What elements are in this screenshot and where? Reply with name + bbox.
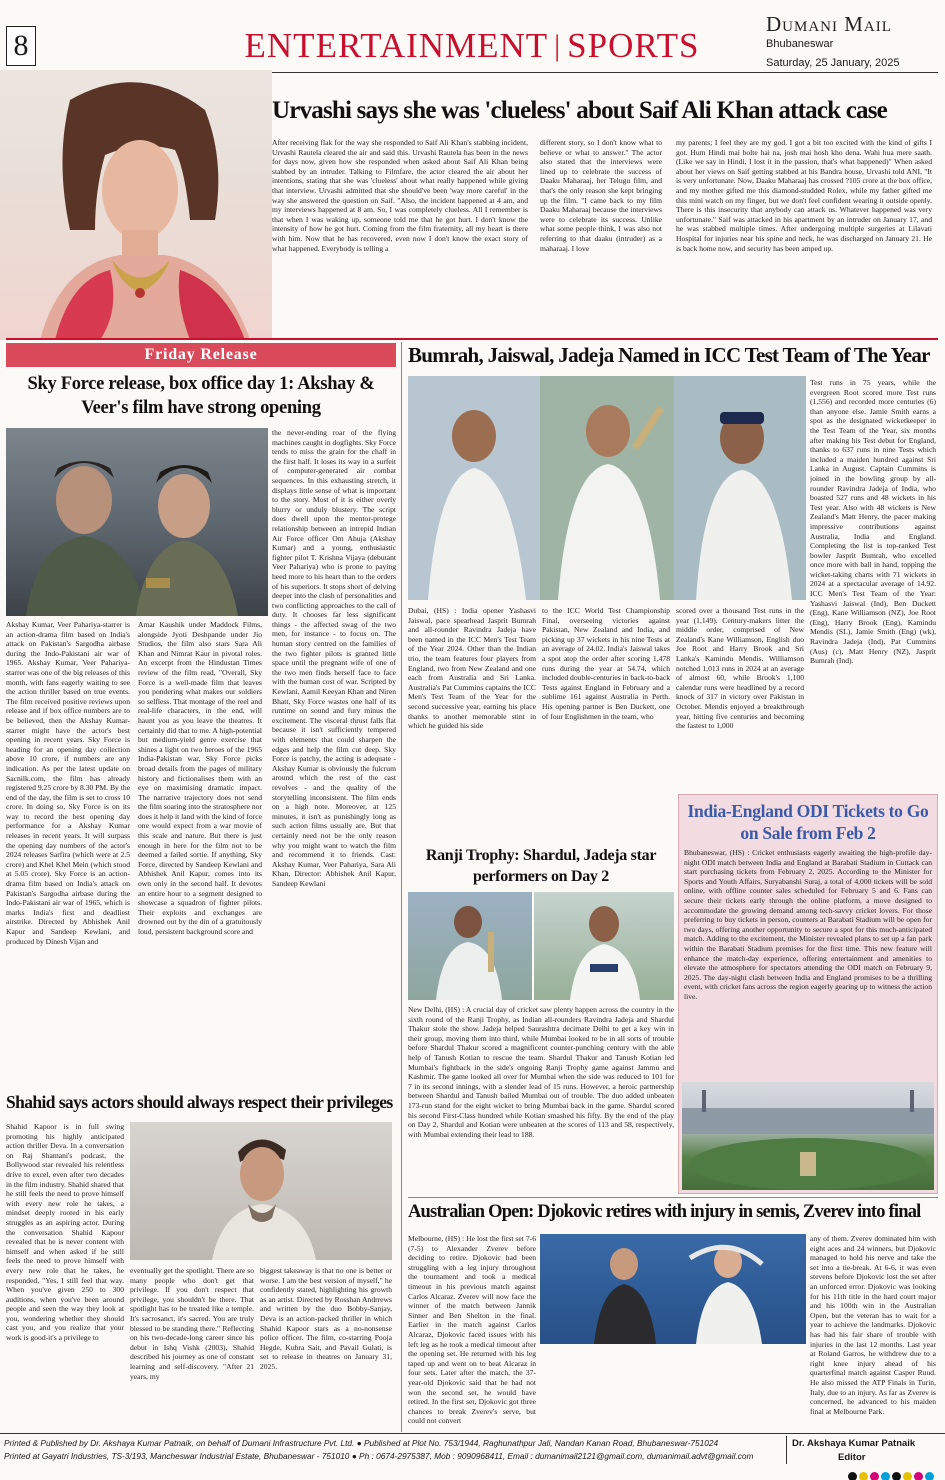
footer-rule xyxy=(0,1433,945,1434)
icc-col-2: to the ICC World Test Championship Final, overseeing victories against Pakistan, New Zealand and India, and picking up 37 wickets in his nine Tests at an average of 24.02. India's Jaiswal takes a spot atop the order after scoring 1,478 runs during the year at 54.74, which included double-centuries in back-to-back Tests against England in February and a sublime 161 against Australia in Perth. His opening partner is Ben Duckett, one of four Englishmen in the team, who xyxy=(542,606,670,721)
issue-date: Saturday, 25 January, 2025 xyxy=(766,57,900,69)
kicker-label: Friday Release xyxy=(144,346,258,363)
urvashi-col-2: different story, so I don't know what to believe or what to answer." The actor also stated that the interviews were lined up to celebrate the success of Daaku Maharaaj, her Telugu film, and that's the only reason she kept bringing up the film. "I came back to my film Daaku Maharaaj because the interviews were to celebrate its success. Unlike what some people think, I was also not referring to that daaku (intruder) as a maharaaj. I love xyxy=(540,138,662,253)
icc-col-1: Dubai, (HS) : India opener Yashasvi Jaiswal, pace spearhead Jasprit Bumrah and all-rounder Ravindra Jadeja have been named in the ICC Men's Test Team of the Year 2024. Other than the Indian trio, the team features four players from England, two from New Zealand and one each from Australia and Sri Lanka. Australia's Pat Cummins captains the ICC Men's Test Team of the Year for the second successive year, earning his place thanks to another memorable stint in which he guided his side xyxy=(408,606,536,731)
urvashi-headline: Urvashi says she was 'clueless' about Saif Ali Khan attack case xyxy=(272,97,887,124)
urvashi-col-1: After receiving flak for the way she responded to Saif Ali Khan's stabbing incident, Urvashi Rautela cleared the air and said this. Urvashi Rautela has been in the news for days now, given how she responded when asked about Saif Ali Khan being stabbed by an intruder. Talking to Filmfare, the actor cleared the air about her intentions, stating that she was 'clueless' about what really happened while giving that interview. Urvashi admitted that she should've been 'way more careful' in the way she answered the question on Saif. "Also, the incident happened at 4 am, and my interviews happened at 8 am. So, I was completely clueless. All I remember is that when I was waking up, someone told me that he got hurt. I don't know the intensity of how he got hurt. Coming from the film fraternity, all my heart is there with him. Now that he has recovered, even now I don't know the exact story of what happened. Everybody is telling a xyxy=(272,138,528,253)
editor-name: Dr. Akshaya Kumar Patnaik xyxy=(792,1438,916,1449)
urvashi-col-3: my parents; I feel they are my god. I got a bit too excited with the kind of gifts I got. Hum Hindi mai bolte hai na, josh mai hosh kho dena. Wahi hua mere saath. (Like we say in Hindi, I lost it in the passion, that's what happened)" When asked about her views on Saif getting stabbed at his Bandra house, Urvashi told ANI, "It is very unfortunate. Now, Daaku Maharaaj has crossed ?105 crore at the box office, and my mother gifted me this diamond-studded Rolex, while my father gifted me this mini watch on my finger, but we don't feel confident wearing it outside openly. There is this insecurity that anybody can attack us. Whatever happened was very unfortunate." Saif was attacked in his apartment by an intruder on January 17, and he was stabbed multiple times. After undergoing multiple surgeries at Lilavati Hospital for injuries near his spine and neck, he was discharged on January 21. He is back home now, and security has been amped up. xyxy=(676,138,932,253)
ranji-body: New Delhi, (HS) : A crucial day of cricket saw plenty happen across the country in the sixth round of the Ranji Trophy, as Indian all-rounders Ravindra Jadeja and Shardul Thakur stole the show. Jadeja helped Saurashtra decimate Delhi to get a key win in their group, moving them into third, while Mumbai looked to be in all sorts of trouble before Shardul Thakur scored a magnificent counter-punching century with the able help of Tanush Kotian to rescue the team. Shardul Thakur and Tanush Kotian led Mumbai's fightback in the side's ongoing Ranji Trophy game against Jammu and Kashmir. The game looked all over for Mumbai when the side was reduced to 101 for 7 in its second innings, with a slender lead of 15 runs. However, a heroic partnership between Shardul and Tanush bailed Mumbai out of trouble. The duo added unbeaten 173-run stand for the eight wicket to bring Mumbai back in the game. Shardul scored his second First-Class hundred while Kotian smashed his fifty. By the end of the play on Day 2, Shardul and Kotian were unbeaten at the scores of 113 and 58, respectively, with Mumbai extending their lead to 188. xyxy=(408,1005,674,1139)
footer-imprint-2: Printed at Gayatri Industries, TS-3/193, Mancheswar Industrial Estate, Bhubaneswar - 751010 ● Ph : 0674-2975387, Mob : 9090968411, Email : dumanimail2121@gmail.com, dumanimail.advt@gmail.com xyxy=(4,1451,754,1461)
ao-col-2: any of them. Zverev dominated him with eight aces and 24 winners, but Djokovic managed to hold his nerve and take the set into a tie-break. At 6-6, it was even stevens before Djokovic lost the set after an unforced error. Djokovic was looking for his 11th title in the hard court major and his 100th win in the Australian Open, but the veteran has to wait for a year to achieve the landmarks. Djokovic has had his fair share of trouble with injuries in the last 12 months. Last year at Roland Garros, he withdrew due to a right knee injury ahead of his quarterfinal match against Casper Ruud. He also missed the ATP Finals in Turin, Italy, due to an injury. As far as Zverev is concerned, he advanced to his maiden final at Melbourne Park. xyxy=(810,1234,936,1416)
section-banner xyxy=(238,26,706,66)
ao-col-1: Melbourne, (HS) : He lost the first set 7-6 (7-5) to Alexander Zverev before deciding to retire. Djokovic had been struggling with a leg injury throughout the tournament and took a medical timeout in his previous match against Carlos Alcaraz. Zverev will now face the winner of the match between Jannik Sinner and Ben Shelton in the final. Earlier in the match against Carlos Alcaraz, Djokovic faced issues with his left leg as he took a medical timeout after the opening set. He returned with his leg taped up and went on to beat Alcaraz in four sets. Later after the match, the 37-year-old Djokovic said that he had not won the second set, he would have retired. In the first set, Djokovic got three chances to break Zverev's serve, but could not convert xyxy=(408,1234,536,1426)
skyforce-poster xyxy=(6,428,268,616)
ranji-photo-shardul xyxy=(408,892,532,1000)
print-registration-marks xyxy=(846,1468,934,1478)
shahid-col-1: Shahid Kapoor is in full swing promoting his highly anticipated action thriller Deva. In a conversation on Raj Shamani's podcast, the Bollywood star revealed his relentless drive to excel, even after two decades in the film industry. Shahid shared that he still feels the need to prove himself with every new role he takes, a mindset deeply rooted in his early struggles as an aspiring actor. During the conversation Shahid Kapoor revealed that he is never content with himself and when asked if he still feels the need to prove himself with every new role that he takes, he responded, "Yes, I still feel that way. When you've given 250 to 300 auditions, when you've been around people and seen the way they look at you, wondering whether they should cast you, and you realize that your work is good-it's a privilege to xyxy=(6,1122,124,1343)
paper-name: Dumani Mail xyxy=(766,12,892,36)
ranji-headline: Ranji Trophy: Shardul, Jadeja star performers on Day 2 xyxy=(425,847,657,885)
skyforce-col-3: the never-ending roar of the flying machines caught in dogfights. Sky Force tends to miss the grain for the chaff in the first half. It loses its way in a surfeit of computer-generated air combat sequences. In this exhausting stretch, it displays little sense of what is important to the story. Most of it is either overly blurry or unduly blustery. The script does dwell upon the mentor-protege relationship between an intrepid Indian Air Force officer Om Ahuja (Akshay Kumar) and a young, enthusiastic fighter pilot T. Krishna Vijaya (debutant Veer Pahariya) who is prone to paying heed more to his heart than to the orders of his superiors. It stops short of delving deeper into the clash of personalities and two conflicting approaches to the call of duty. It chooses far less significant things - the affected swag of the two men, for instance - to focus on. The human story centred on the families of the two fighter pilots is granted little space until the pregnant wife of one of the two men finds herself face to face with the human cost of war. Scripted by Kewlani, Aamil Keeyan Khan and Niren Bhatt, Sky Force wastes one half of its runtime on sound and fury minus the excitement. The visceral thrust falls flat because it isn't sufficiently tempered with elements that could sharpen the edges and help the film cut deep. Sky Force is patchy, the acting is adequate - Akshay Kumar is obviously the fulcrum around which the rest of the cast revolves - and the quality of the storytelling inconsistent. The film ends on a high note. Moreover, at 125 minutes, it isn't as punishingly long as such action films usually are. But that certainly need not be the only reason why you might want to watch the film and recommend it to friends. Cast: Akshay Kumar, Veer Pahariya, Sara Ali Khan, Director: Abhishek Anil Kapur, Sandeep Kewlani xyxy=(272,428,396,888)
urvashi-photo xyxy=(0,70,272,340)
skyforce-headline: Sky Force release, box office day 1: Akshay & Veer's film have strong opening xyxy=(27,374,375,418)
column-divider-left xyxy=(401,342,402,1432)
odi-headline: India-England ODI Tickets to Go on Sale from Feb 2 xyxy=(687,801,929,843)
odi-body: Bhubaneswar, (HS) : Cricket enthusiasts eagerly awaiting the high-profile day-night ODI match between India and England at Barabati Stadium in Cuttack can start purchasing tickets from February 2, 2025. According to the Minister for Sports and Youth Affairs, Suryabanshi Suraj, a total of 4,000 tickets will be sold online, with offline counter sales scheduled for February 5 and 6. Fans can secure their tickets early through the online platform, a move designed to accommodate the growing demand among tech-savvy cricket lovers. For those preferring to buy tickets in person, counters at Barabati Stadium will be open for two days, offering another opportunity to secure a spot for this much-anticipated match. Adding to the excitement, the Minister revealed plans to set up a fan park within the Barabati Stadium premises for the first time. This new feature will enhance the match-day experience, offering entertainment and amenities to elevate the atmosphere for spectators attending the ODI match on February 9, 2025. The day-night clash between India and England promises to be a thrilling event, with cricket fans across the region eagerly gearing up to witness the action live. xyxy=(684,848,932,1001)
section-divider xyxy=(6,338,938,340)
ranji-photo-jadeja xyxy=(534,892,674,1000)
skyforce-col-2: Amar Kaushik under Maddock Films, alongside Jyoti Deshpande under Jio Studios, the film also stars Sara Ali Khan and Nimrat Kaur in pivotal roles. An excerpt from the Hindustan Times review of the film read, "Overall, Sky Force is a well-made film that leaves you pondering what makes our soldiers so selfless. That montage of the reel and real-life characters, in the end, will haunt you as you leave the theatres. It certainly did that to me. A high-potential but medium-yield genre exercise that shines a light on two heroes of the 1965 India-Pakistan war, Sky Force picks broad details from the pages of military history and fictionalises them with an eye on maximising dramatic impact. The narrative trajectory does not send the film soaring into the stratosphere nor does it help it land with the kind of force one would expect from a war movie of this scale and nature. But there is just enough in here for the film not to be deemed a failed sortie. If anything, Sky Force, directed by Sandeep Kewlani and Abhishek Anil Kapur, comes into its own only in the second half. It devotes an entire hour to a segment designed to showcase a squadron of fighter pilots. Their exploits and exchanges are drowned out by the din of a gratuitously loud, persistent background score and xyxy=(138,620,262,936)
page-number-box xyxy=(6,26,36,66)
ao-photo xyxy=(540,1234,806,1344)
barabati-stadium-photo xyxy=(682,1082,934,1190)
masthead-rule xyxy=(238,72,938,73)
editor-title: Editor xyxy=(838,1452,866,1463)
section-separator: | xyxy=(554,29,562,62)
page-number: 8 xyxy=(13,29,29,62)
paper-city: Bhubaneswar xyxy=(766,38,834,50)
section-title-left: ENTERTAINMENT xyxy=(244,26,549,65)
ao-divider xyxy=(408,1197,938,1198)
friday-release-kicker xyxy=(6,343,396,367)
icc-side-col: Test runs in 75 years, while the evergreen Root scored more Test runs (1,556) and recorded more centuries (6) than anyone else. Jamie Smith earns a spot as the designated wicketkeeper in the Test Team of the Year, six months after making his Test debut for England, thanks to 637 runs in nine Tests which included a maiden hundred against Sri Lanka in August. Captain Cummins is joined in the bowling group by all-rounder Ravindra Jadeja of India, who boasted 527 runs and 48 wickets in his Test year. Also with 48 wickets is New Zealand's Matt Henry, the pacer making impressive contributions against Australia, India and England. Completing the list is top-ranked Test bowler Jasprit Bumrah, who excelled once more with ball in hand, topping the wicket-taking charts with 71 wickets in 2024 at a spectacular average of 14.92. ICC Men's Test Team of the Year: Yashasvi Jaiswal (Ind), Ben Duckett (Eng), Kane Williamson (NZ), Joe Root (Eng), Harry Brook (Eng), Kamindu Mendis (SL), Jamie Smith (Eng) (wk), Ravindra Jadeja (Ind), Pat Cummins (Aus) (c), Matt Henry (NZ), Jasprit Bumrah (Ind). xyxy=(810,378,936,666)
footer-imprint-1: Printed & Published by Dr. Akshaya Kumar Patnaik, on behalf of Dumani Infrastructure Pvt. Ltd. ● Published at Plot No. 753/1944, Raghunathpur Jali, Nandan Kanan Road, Bhubaneswar-751024 xyxy=(4,1438,719,1448)
shahid-headline: Shahid says actors should always respect their privileges xyxy=(6,1092,393,1112)
icc-headline: Bumrah, Jaiswal, Jadeja Named in ICC Test Team of The Year xyxy=(408,343,930,367)
icc-col-3: scored over a thousand Test runs in the year (1,149). Century-makers litter the middle order, comprised of New Zealand's Kane Williamson, English duo Joe Root and Harry Brook and Sri Lanka's Kamindu Mendis. Williamson notched 1,013 runs in 2024 at an average of almost 60, while Brook's 1,100 calendar runs were headlined by a record knock of 317 in victory over Pakistan in October. Mendis enjoyed a breakthrough year, hitting five centuries and becoming the fastest to 1,000 xyxy=(676,606,804,731)
shahid-col-3: biggest takeaway is that no one is better or worse. I am the best version of myself," he confidently stated, highlighting his growth as an artist. Directed by Rosshan Andrrews and written by the duo Bobby-Sanjay, Deva is an action-packed thriller in which Shahid Kapoor stars as a no-nonsense police officer. The film, co-starring Pooja Hegde, Kubra Sait, and Pavail Gulati, is set to release in theatres on January 31, 2025. xyxy=(260,1266,392,1371)
section-title-right: SPORTS xyxy=(567,26,700,65)
footer-vertical-rule xyxy=(786,1436,787,1464)
shahid-col-2: eventually get the spotlight. There are so many people who don't get that privilege. If you don't respect that privilege, you shouldn't be there. That spotlight has to be treated like a temple. It's sacrosanct, it's sacred. You are truly blessed to be standing there." Reflecting on his two-decade-long career since his debut in Ishq Vishk (2003), Shahid described his journey as one of constant learning and self-discovery. "After 21 years, my xyxy=(130,1266,254,1381)
icc-players-photo xyxy=(408,376,806,600)
ao-headline: Australian Open: Djokovic retires with injury in semis, Zverev into final xyxy=(408,1202,921,1222)
skyforce-col-1: Akshay Kumar, Veer Pahariya-starrer is an action-drama film based on India's attack on Pakistan's Sargodha airbase during the Indo-Pakistani air war of 1965. Akshay Kumar, Veer Pahariya-starrer was one of the big releases of this month, with fans eagerly waiting to see the action thriller based on true events. The film received positive reviews upon release and if box office numbers are to be believed, then the Akshay Kumar-starrer might have the actor's best opening in recent years. Sky Force is heading for an opening day collection above 10 crore, if numbers are any indication. As per the latest update on Sacnilk.com, the film has already registered 9.25 crore by 8.30 PM. By the end of the day, the film is set to cross 10 crore. In doing so, Sky Force is on its way to record the best opening day performance for a Akshay Kumar releases in recent years. It will surpass the opening day numbers of the actor's 2024 releases Sarfira (which were at 2.5 crore) and Khel Khel Mein (which stood at 5.05 crore). Sky Force is an action-drama film based on India's attack on Pakistan's Sargodha airbase during the Indo-Pakistani air war of 1965, which is marks India's first and deadliest airstrike. Directed by Abhishek Anil Kapur and Sandeep Kewlani, and produced by Dinesh Vijan and xyxy=(6,620,130,946)
shahid-photo xyxy=(130,1122,392,1260)
